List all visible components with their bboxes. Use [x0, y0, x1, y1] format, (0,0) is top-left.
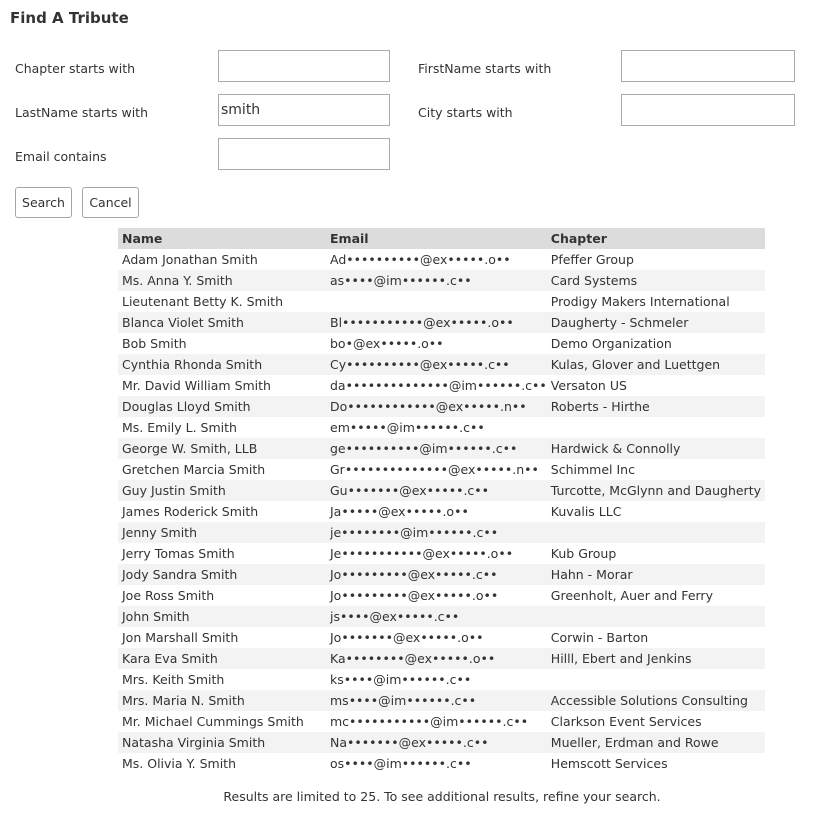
cell-chapter: Hemscott Services [550, 756, 668, 771]
cell-name: Kara Eva Smith [118, 648, 326, 669]
cell-name: Jenny Smith [118, 522, 326, 543]
cell-chapter: Accessible Solutions Consulting [547, 690, 765, 711]
cell-name: Adam Jonathan Smith [122, 252, 258, 267]
cell-name: Gretchen Marcia Smith [122, 462, 266, 477]
lastname-label: LastName starts with [15, 105, 149, 120]
cell-chapter: Turcotte, McGlynn and Daugherty [547, 480, 765, 501]
cell-email: Ad••••••••••@ex•••••.o•• [330, 252, 511, 267]
results-table [118, 228, 765, 774]
results-limit-note: Results are limited to 25. To see additional results, refine your search. [223, 789, 661, 804]
email-label: Email contains [15, 149, 107, 164]
table-row [118, 501, 765, 522]
results-body [118, 249, 765, 774]
cell-name: Joe Ross Smith [122, 588, 215, 603]
cell-chapter: Hilll, Ebert and Jenkins [547, 648, 765, 669]
cell-name: Ms. Olivia Y. Smith [122, 756, 236, 771]
cell-chapter: Pfeffer Group [550, 252, 634, 267]
cell-name: Mr. David William Smith [122, 378, 271, 393]
cell-chapter: Versaton US [550, 378, 627, 393]
cell-chapter: Hahn - Morar [547, 564, 765, 585]
table-row [118, 375, 765, 396]
cell-email: ge••••••••••@im••••••.c•• [326, 438, 547, 459]
lastname-input[interactable] [218, 94, 390, 126]
cell-email: Jo•••••••@ex•••••.o•• [330, 630, 484, 645]
cell-chapter: Hardwick & Connolly [547, 438, 765, 459]
cell-chapter: Corwin - Barton [550, 630, 649, 645]
cell-name: Douglas Lloyd Smith [118, 396, 326, 417]
search-button[interactable]: Search [15, 187, 72, 218]
cell-name: John Smith [118, 606, 326, 627]
cell-chapter [547, 522, 765, 543]
table-row [118, 606, 765, 627]
table-row [118, 669, 765, 690]
chapter-label: Chapter starts with [15, 61, 136, 76]
firstname-label: FirstName starts with [418, 61, 552, 76]
cell-chapter [547, 669, 765, 690]
cell-chapter: Mueller, Erdman and Rowe [547, 732, 765, 753]
cell-chapter: Kuvalis LLC [550, 504, 622, 519]
table-row [118, 249, 765, 270]
cell-email: ms••••@im••••••.c•• [326, 690, 547, 711]
cell-name: Ms. Emily L. Smith [122, 420, 237, 435]
city-input[interactable] [621, 94, 795, 126]
cell-email: je••••••••@im••••••.c•• [326, 522, 547, 543]
email-input[interactable] [218, 138, 390, 170]
cancel-button[interactable]: Cancel [82, 187, 139, 218]
cell-chapter: Schimmel Inc [550, 462, 635, 477]
results-header-row [118, 228, 765, 249]
cell-email: da••••••••••••••@im••••••.c•• [330, 378, 547, 393]
table-row [118, 270, 765, 291]
table-row [118, 753, 765, 774]
table-row [118, 732, 765, 753]
table-row [118, 522, 765, 543]
cell-email: Jo•••••••••@ex•••••.c•• [326, 564, 547, 585]
cell-name: Lieutenant Betty K. Smith [122, 294, 284, 309]
cell-chapter: Card Systems [547, 270, 765, 291]
column-header-email: Email [326, 228, 547, 249]
cell-email: Bl•••••••••••@ex•••••.o•• [326, 312, 547, 333]
table-row [118, 291, 765, 312]
cell-chapter: Daugherty - Schmeler [547, 312, 765, 333]
cell-chapter: Clarkson Event Services [550, 714, 702, 729]
table-row [118, 438, 765, 459]
cell-name: Guy Justin Smith [118, 480, 326, 501]
cell-email: em•••••@im••••••.c•• [330, 420, 485, 435]
cell-chapter: Prodigy Makers International [550, 294, 730, 309]
cell-email: Jo•••••••••@ex•••••.o•• [330, 588, 499, 603]
table-row [118, 648, 765, 669]
table-row [118, 543, 765, 564]
table-row [118, 354, 765, 375]
cell-email: mc•••••••••••@im••••••.c•• [330, 714, 529, 729]
cell-chapter [547, 417, 765, 438]
table-row [118, 711, 765, 732]
cell-name: Ms. Anna Y. Smith [118, 270, 326, 291]
table-row [118, 480, 765, 501]
cell-chapter: Demo Organization [550, 336, 672, 351]
cell-email: ks••••@im••••••.c•• [330, 672, 472, 687]
cell-email: Do••••••••••••@ex•••••.n•• [326, 396, 547, 417]
cell-email: os••••@im••••••.c•• [330, 756, 472, 771]
table-row [118, 627, 765, 648]
cell-email: js••••@ex•••••.c•• [326, 606, 547, 627]
table-row [118, 690, 765, 711]
page-title: Find A Tribute [10, 9, 129, 27]
chapter-input[interactable] [218, 50, 390, 82]
cell-name: Mr. Michael Cummings Smith [122, 714, 304, 729]
table-row [118, 396, 765, 417]
table-row [118, 312, 765, 333]
table-row [118, 333, 765, 354]
cell-email: bo•@ex•••••.o•• [330, 336, 444, 351]
city-label: City starts with [418, 105, 513, 120]
cell-chapter: Greenholt, Auer and Ferry [550, 588, 713, 603]
cell-name: James Roderick Smith [122, 504, 259, 519]
table-row [118, 417, 765, 438]
cell-email: as••••@im••••••.c•• [326, 270, 547, 291]
cell-email: Gr••••••••••••••@ex•••••.n•• [330, 462, 539, 477]
cell-email: Cy••••••••••@ex•••••.c•• [326, 354, 547, 375]
table-row [118, 459, 765, 480]
firstname-input[interactable] [621, 50, 795, 82]
cell-chapter: Kub Group [550, 546, 617, 561]
cell-name: Mrs. Maria N. Smith [118, 690, 326, 711]
cell-email: Ka••••••••@ex•••••.o•• [326, 648, 547, 669]
cell-email: Je•••••••••••@ex•••••.o•• [330, 546, 514, 561]
cell-name: Jon Marshall Smith [122, 630, 239, 645]
table-row [118, 564, 765, 585]
cell-name: Cynthia Rhonda Smith [118, 354, 326, 375]
cell-name: Jerry Tomas Smith [122, 546, 235, 561]
column-header-chapter: Chapter [547, 228, 765, 249]
cell-email: Ja•••••@ex•••••.o•• [330, 504, 469, 519]
cell-chapter: Roberts - Hirthe [547, 396, 765, 417]
cell-email [326, 291, 547, 312]
cell-name: Bob Smith [122, 336, 187, 351]
cell-name: Natasha Virginia Smith [118, 732, 326, 753]
cell-email: Gu•••••••@ex•••••.c•• [326, 480, 547, 501]
table-row [118, 585, 765, 606]
column-header-name: Name [118, 228, 326, 249]
cell-name: Blanca Violet Smith [118, 312, 326, 333]
cell-name: Jody Sandra Smith [118, 564, 326, 585]
cell-chapter: Kulas, Glover and Luettgen [547, 354, 765, 375]
cell-name: George W. Smith, LLB [118, 438, 326, 459]
cell-email: Na•••••••@ex•••••.c•• [326, 732, 547, 753]
cell-name: Mrs. Keith Smith [122, 672, 225, 687]
cell-chapter [547, 606, 765, 627]
